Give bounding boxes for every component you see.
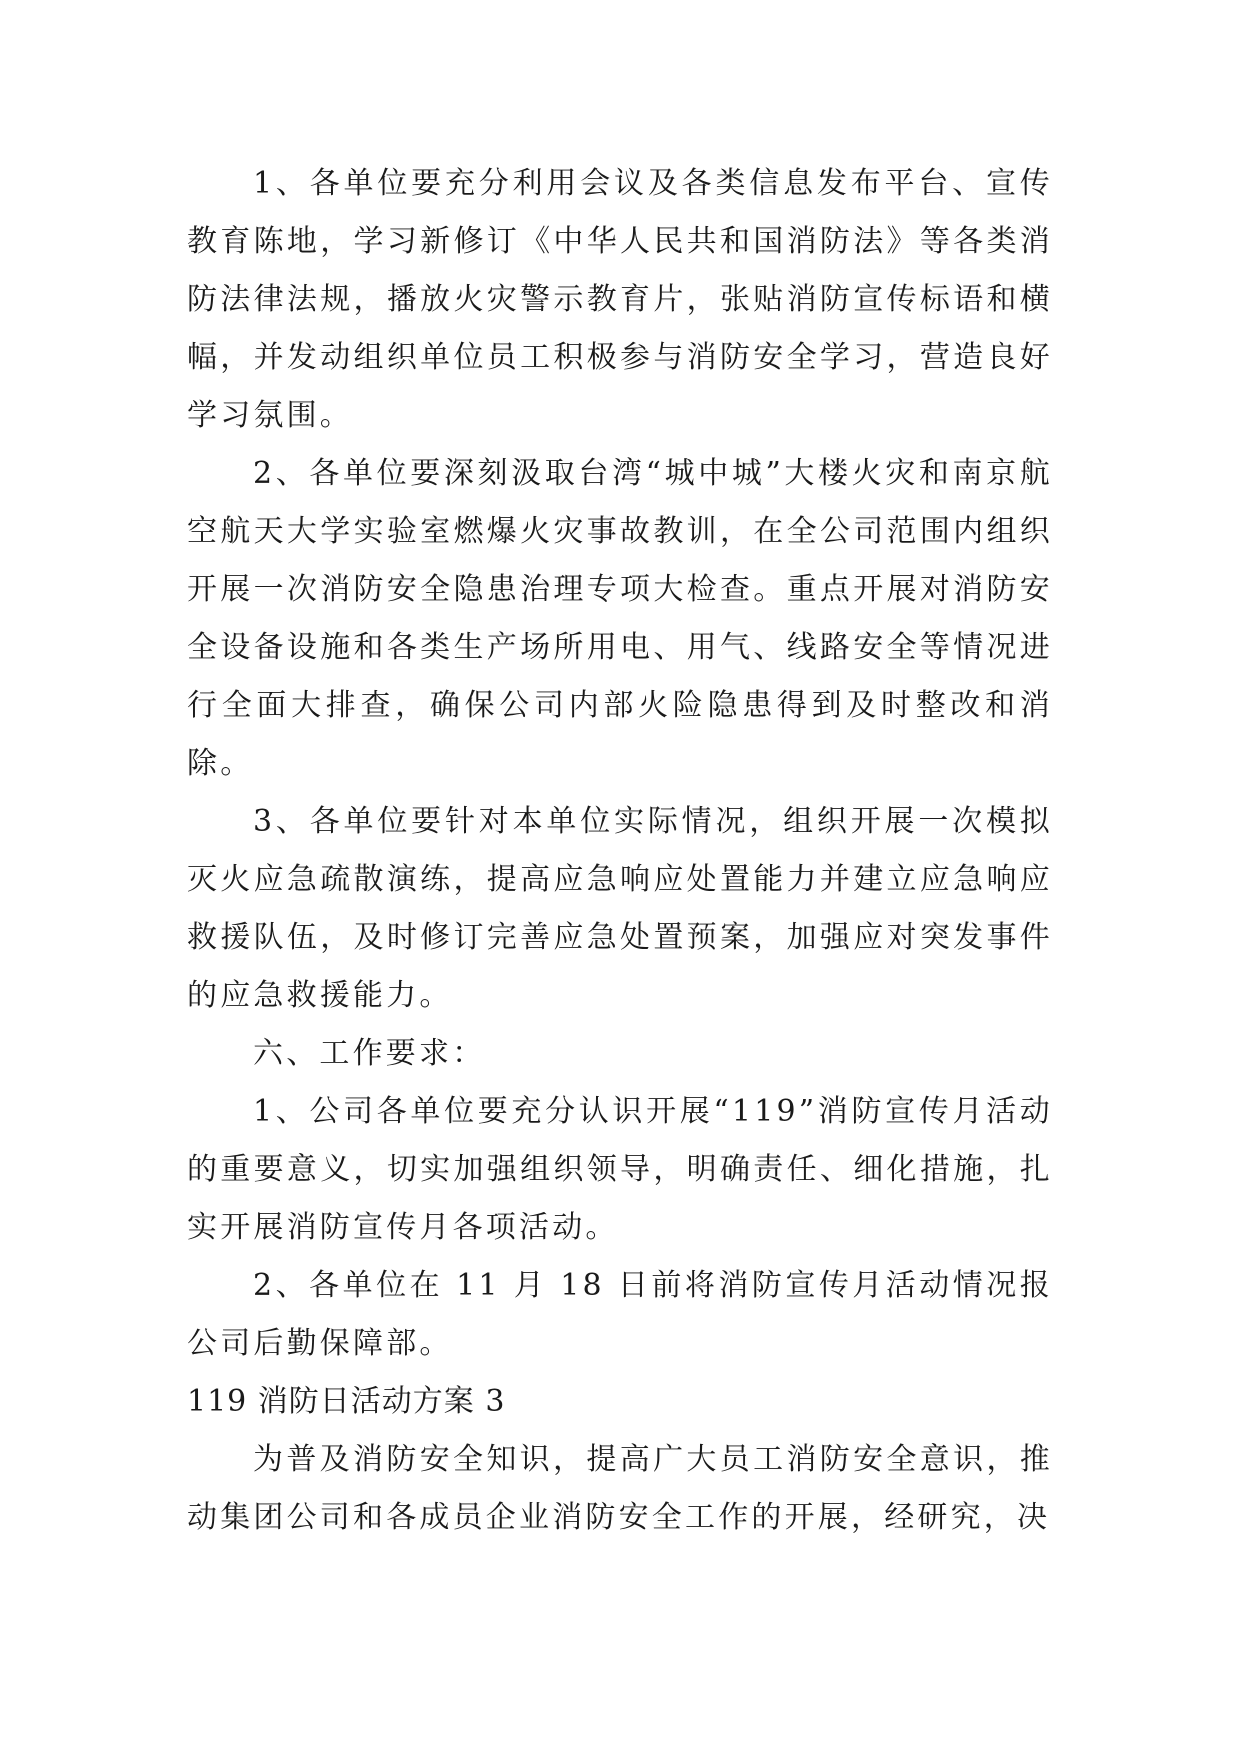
section-heading-work-requirements: 六、工作要求： bbox=[253, 1036, 486, 1071]
paragraph-item-1: 1、各单位要充分利用会议及各类信息发布平台、宣传教育陈地，学习新修订《中华人民共和国消防法》等各类消防法律法规，播放火灾警示教育片，张贴消防宣传标语和横幅，并发动组织单位员工积极参与消防安全学习，营造良好学习氛围。 bbox=[187, 166, 1053, 433]
intro-paragraph: 为普及消防安全知识，提高广大员工消防安全意识，推动集团公司和各成员企业消防安全工作的开展，经研究，决 bbox=[187, 1442, 1053, 1535]
requirement-item-2: 2、各单位在 11 月 18 日前将消防宣传月活动情况报公司后勤保障部。 bbox=[187, 1268, 1053, 1361]
paragraph-item-3: 3、各单位要针对本单位实际情况，组织开展一次模拟灭火应急疏散演练，提高应急响应处置能力并建立应急响应救援队伍，及时修订完善应急处置预案，加强应对突发事件的应急救援能力。 bbox=[187, 804, 1053, 1013]
document-body bbox=[187, 155, 1053, 1547]
paragraph-item-2: 2、各单位要深刻汲取台湾“城中城”大楼火灾和南京航空航天大学实验室燃爆火灾事故教训，在全公司范围内组织开展一次消防安全隐患治理专项大检查。重点开展对消防安全设备设施和各类生产场所用电、用气、线路安全等情况进行全面大排查，确保公司内部火险隐患得到及时整改和消除。 bbox=[187, 456, 1053, 781]
section-title: 119 消防日活动方案 3 bbox=[187, 1384, 506, 1419]
requirement-item-1: 1、公司各单位要充分认识开展“119”消防宣传月活动的重要意义，切实加强组织领导，明确责任、细化措施，扎实开展消防宣传月各项活动。 bbox=[187, 1094, 1053, 1245]
